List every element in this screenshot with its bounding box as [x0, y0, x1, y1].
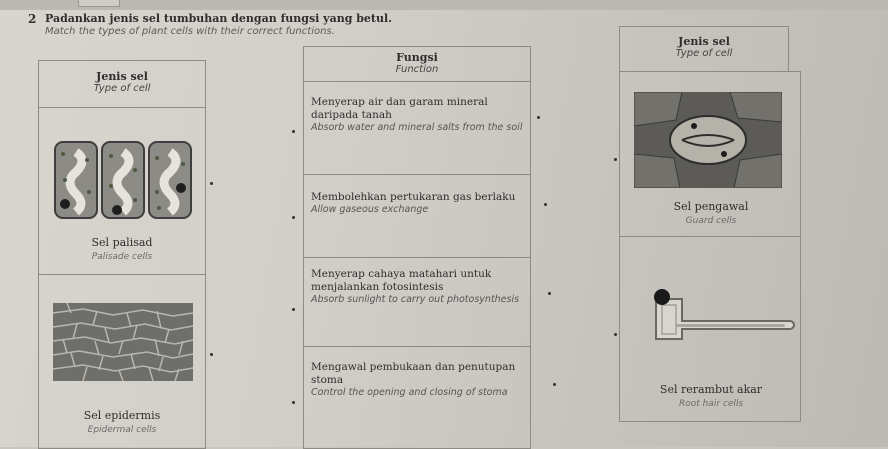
palisade-label-english: Palisade cells: [91, 252, 153, 262]
function-3-malay: Menyerap cahaya matahari untuk menjalankan fotosintesis: [311, 268, 492, 293]
matching-dot[interactable]: [292, 216, 295, 219]
matching-dot[interactable]: [537, 116, 540, 119]
matching-dot[interactable]: [544, 203, 547, 206]
function-1-english: Absorb water and mineral salts from the soil: [311, 122, 523, 133]
matching-dot[interactable]: [614, 158, 617, 161]
matching-dot[interactable]: [210, 353, 213, 356]
epidermis-label-malay: Sel epidermis: [83, 409, 161, 422]
left-row-palisade: [38, 107, 206, 275]
right-header-cell: [619, 26, 789, 72]
page-tab: [78, 0, 120, 7]
right-row-guard: [619, 71, 801, 237]
instruction-english: Match the types of plant cells with their correct functions.: [45, 26, 335, 37]
epidermis-label-english: Epidermal cells: [87, 425, 157, 435]
palisade-cells-illustration: [53, 140, 193, 220]
function-header-cell: [303, 46, 531, 82]
right-header-malay: Jenis sel: [678, 35, 730, 48]
epidermal-cells-photo: [53, 303, 193, 381]
matching-dot[interactable]: [548, 292, 551, 295]
right-row-roothair: [619, 236, 801, 422]
matching-dot[interactable]: [614, 333, 617, 336]
palisade-label-malay: Sel palisad: [91, 236, 153, 249]
function-1-malay: Menyerap air dan garam mineral daripada tanah: [311, 96, 488, 121]
function-2-english: Allow gaseous exchange: [311, 204, 429, 215]
function-row-1: [303, 81, 531, 175]
instruction-malay: Padankan jenis sel tumbuhan dengan fungsi yang betul.: [45, 12, 392, 25]
left-header-malay: Jenis sel: [96, 70, 148, 83]
function-row-4: [303, 346, 531, 449]
matching-dot[interactable]: [292, 130, 295, 133]
function-3-english: Absorb sunlight to carry out photosynthesis: [311, 294, 520, 305]
matching-dot[interactable]: [210, 182, 213, 185]
roothair-label-english: Root hair cells: [678, 399, 744, 409]
function-header-malay: Fungsi: [396, 51, 438, 64]
left-header-english: Type of cell: [93, 83, 151, 94]
function-2-malay: Membolehkan pertukaran gas berlaku: [311, 191, 516, 203]
matching-dot[interactable]: [553, 383, 556, 386]
function-row-2: [303, 174, 531, 258]
previous-page-strip: [0, 0, 888, 10]
function-row-3: [303, 257, 531, 347]
matching-dot[interactable]: [292, 401, 295, 404]
guard-label-english: Guard cells: [685, 216, 737, 226]
matching-dot[interactable]: [292, 308, 295, 311]
function-4-malay: Mengawal pembukaan dan penutupan stoma: [311, 361, 516, 386]
function-header-english: Function: [395, 64, 439, 75]
left-row-epidermis: [38, 274, 206, 449]
root-hair-cell-illustration: [648, 285, 800, 343]
guard-cells-photo: [634, 92, 782, 188]
roothair-label-malay: Sel rerambut akar: [659, 383, 763, 396]
function-4-english: Control the opening and closing of stoma: [311, 387, 508, 398]
right-header-english: Type of cell: [675, 48, 733, 59]
left-header-cell: [38, 60, 206, 108]
guard-label-malay: Sel pengawal: [673, 200, 749, 213]
question-number: 2: [28, 12, 37, 26]
